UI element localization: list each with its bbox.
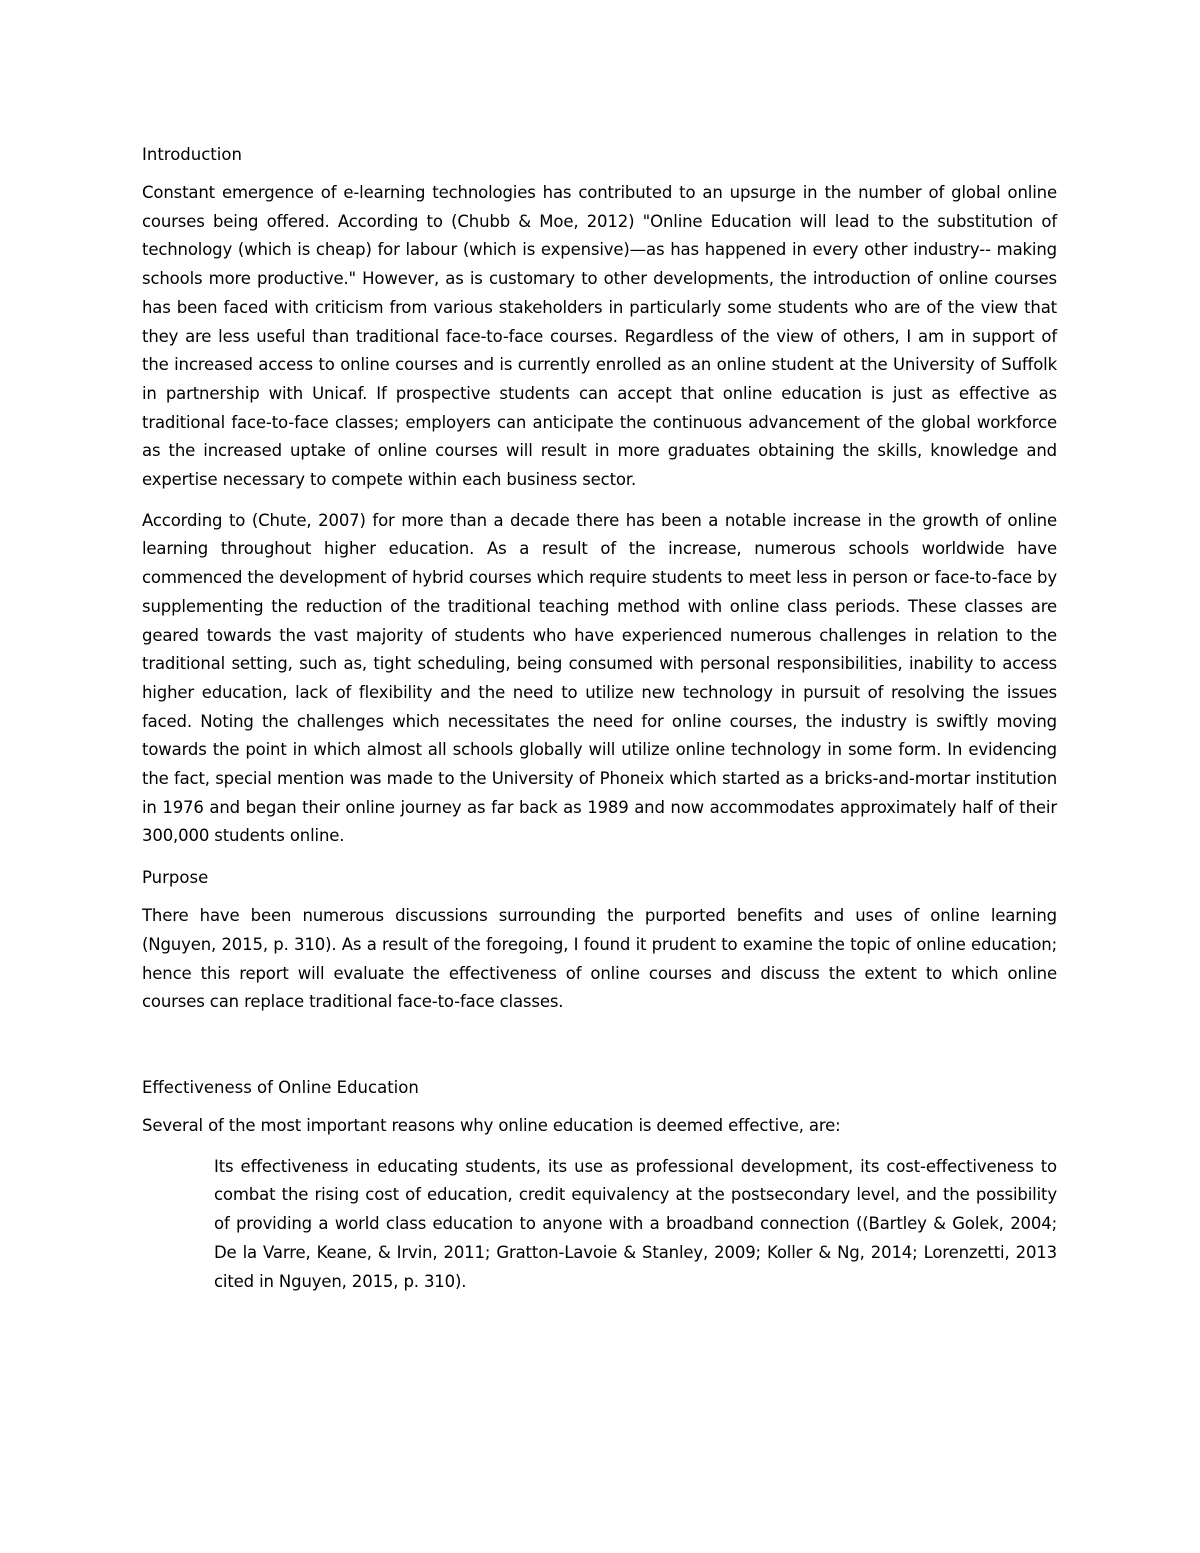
heading-introduction: Introduction <box>142 145 242 164</box>
section-spacer <box>142 1029 1057 1073</box>
paragraph-effectiveness: Several of the most important reasons why online education is deemed effective, are: <box>142 1115 841 1135</box>
heading-purpose: Purpose <box>142 868 209 888</box>
paragraph-purpose: There have been numerous discussions surrounding the purported benefits and uses of online learning (Nguyen, 2015, p. 310). As a result of the foregoing, I found it prudent to examine the topic of online education; hence this report will evaluate the effectiveness of online courses and discuss the extent to which online courses can replace traditional face-to-face classes. <box>142 906 1057 1012</box>
document-body <box>142 140 1057 1296</box>
block-quote: Its effectiveness in educating students, its use as professional development, its cost-effectiveness to combat the rising cost of education, credit equivalency at the postsecondary level, and the possibility of providing a world class education to anyone with a broadband connection ((Bartley & Golek, 2004; De la Varre, Keane, & Irvin, 2011; Gratton-Lavoie & Stanley, 2009; Koller & Ng, 2014; Lorenzetti, 2013 cited in Nguyen, 2015, p. 310). <box>214 1156 1057 1291</box>
heading-effectiveness: Effectiveness of Online Education <box>142 1077 419 1097</box>
paragraph-introduction-1: Constant emergence of e-learning technologies has contributed to an upsurge in the number of global online courses being offered. According to (Chubb & Moe, 2012) "Online Education will lead to the substitution of technology (which is cheap) for labour (which is expensive)—as has happened in every other industry-- making schools more productive." However, as is customary to other developments, the introduction of online courses has been faced with criticism from various stakeholders in particularly some students who are of the view that they are less useful than traditional face-to-face courses. Regardless of the view of others, I am in support of the increased access to online courses and is currently enrolled as an online student at the University of Suffolk in partnership with Unicaf. If prospective students can accept that online education is just as effective as traditional face-to-face classes; employers can anticipate the continuous advancement of the global workforce as the increased uptake of online courses will result in more graduates obtaining the skills, knowledge and expertise necessary to compete within each business sector. <box>142 183 1057 490</box>
paragraph-introduction-2: According to (Chute, 2007) for more than a decade there has been a notable increase in the growth of online learning throughout higher education. As a result of the increase, numerous schools worldwide have commenced the development of hybrid courses which require students to meet less in person or face-to-face by supplementing the reduction of the traditional teaching method with online class periods. These classes are geared towards the vast majority of students who have experienced numerous challenges in relation to the traditional setting, such as, tight scheduling, being consumed with personal responsibilities, inability to access higher education, lack of flexibility and the need to utilize new technology in pursuit of resolving the issues faced. Noting the challenges which necessitates the need for online courses, the industry is swiftly moving towards the point in which almost all schools globally will utilize online technology in some form. In evidencing the fact, special mention was made to the University of Phoneix which started as a bricks-and-mortar institution in 1976 and began their online journey as far back as 1989 and now accommodates approximately half of their 300,000 students online. <box>142 510 1057 846</box>
